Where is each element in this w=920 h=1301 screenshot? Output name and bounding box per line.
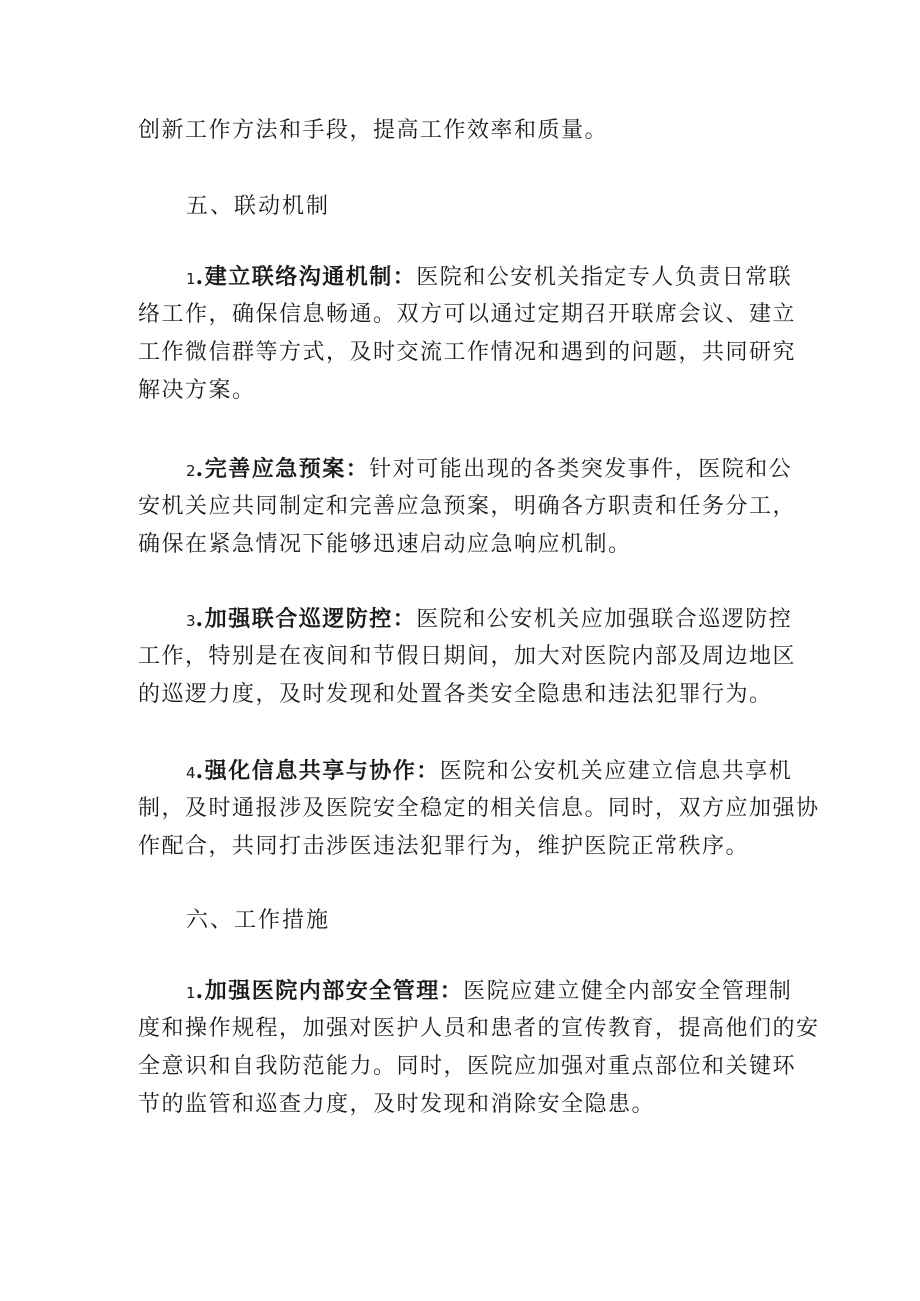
item-2-line-2: 安机关应共同制定和完善应急预案，明确各方职责和任务分工，	[138, 494, 797, 519]
item-1-line-4: 解决方案。	[138, 378, 256, 403]
section-heading-five: 五、联动机制	[186, 194, 331, 219]
item-title: .完善应急预案：	[195, 456, 370, 482]
paragraph-continuation-line: 创新工作方法和手段，提高工作效率和质量。	[138, 118, 609, 143]
item-title: .加强医院内部安全管理：	[195, 978, 464, 1004]
item-3-line-3: 的巡逻力度，及时发现和处置各类安全隐患和违法犯罪行为。	[138, 682, 773, 707]
item-2-line-3: 确保在紧急情况下能够迅速启动应急响应机制。	[138, 532, 632, 557]
item-text: 医院和公安机关指定专人负责日常联	[416, 265, 793, 290]
item-4-line-3: 作配合，共同打击涉医违法犯罪行为，维护医院正常秩序。	[138, 834, 750, 859]
item-title: .强化信息共享与协作：	[195, 758, 440, 784]
item-4-first-line	[186, 754, 798, 788]
item-1-first-line	[186, 260, 798, 294]
item-3-line-2: 工作，特别是在夜间和节假日期间，加大对医院内部及周边地区	[138, 644, 797, 669]
item-title: .加强联合巡逻防控：	[195, 606, 417, 632]
item-1-line-2: 络工作，确保信息畅通。双方可以通过定期召开联席会议、建立	[138, 302, 797, 327]
section-heading-six: 六、工作措施	[186, 908, 331, 933]
item-number: 2	[186, 462, 196, 480]
item-number: 4	[186, 764, 196, 782]
item-number: 1	[186, 270, 196, 288]
item-title: .建立联络沟通机制：	[195, 264, 417, 290]
item-2-first-line	[186, 452, 798, 486]
item-3-first-line	[186, 602, 798, 636]
item-text: 医院和公安机关应建立信息共享机	[439, 759, 793, 784]
measure-1-line-3: 全意识和自我防范能力。同时，医院应加强对重点部位和关键环	[138, 1054, 797, 1079]
item-4-line-2: 制，及时通报涉及医院安全稳定的相关信息。同时，双方应加强协	[138, 796, 820, 821]
measure-1-first-line	[186, 974, 798, 1008]
item-1-line-3: 工作微信群等方式，及时交流工作情况和遇到的问题，共同研究	[138, 340, 797, 365]
item-number: 1	[186, 984, 196, 1002]
item-text: 针对可能出现的各类突发事件，医院和公	[369, 457, 793, 482]
measure-1-line-4: 节的监管和巡查力度，及时发现和消除安全隐患。	[138, 1092, 656, 1117]
item-text: 医院应建立健全内部安全管理制	[463, 979, 793, 1004]
item-text: 医院和公安机关应加强联合巡逻防控	[416, 607, 793, 632]
measure-1-line-2: 度和操作规程，加强对医护人员和患者的宣传教育，提高他们的安	[138, 1016, 820, 1041]
item-number: 3	[186, 612, 196, 630]
